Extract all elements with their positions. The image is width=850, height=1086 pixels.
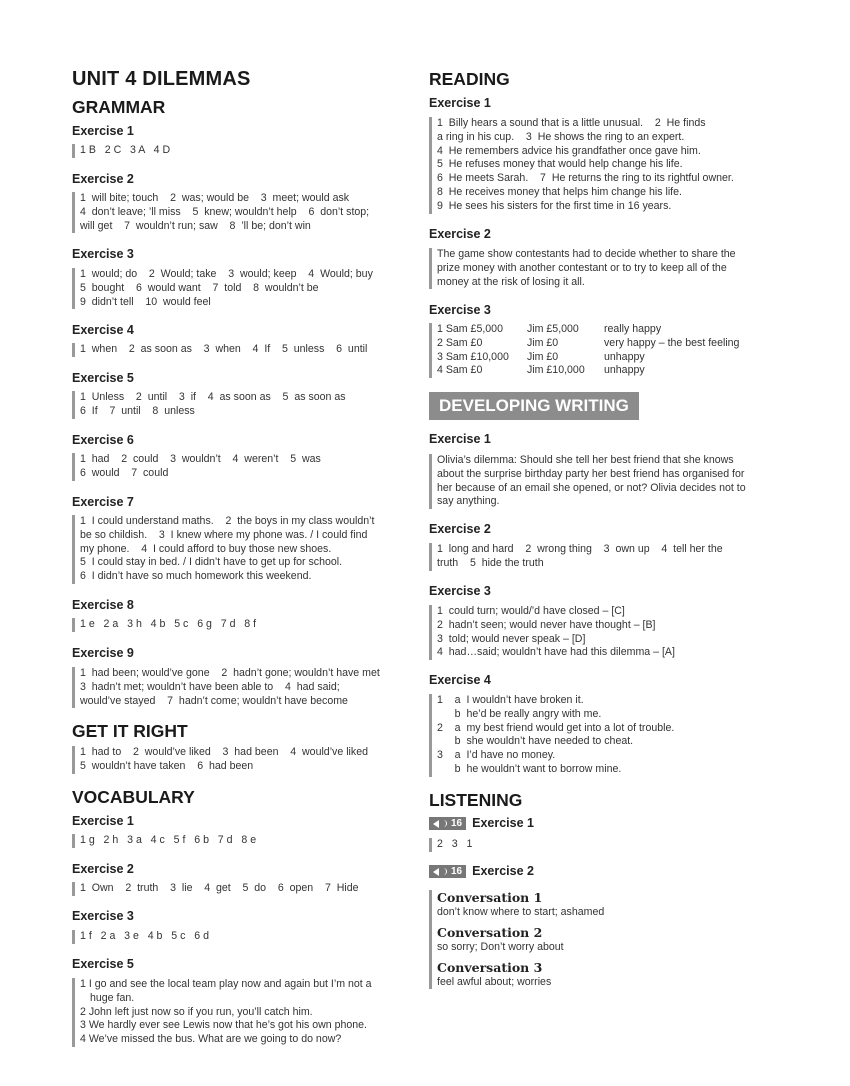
vocab-ex5-title: Exercise 5 xyxy=(72,957,134,971)
unit-title: UNIT 4 DILEMMAS xyxy=(72,68,251,90)
track-number: 16 xyxy=(451,818,463,830)
conversation-answer: so sorry; Don’t worry about xyxy=(437,940,564,953)
table-cell: 4 Sam £0 xyxy=(437,364,483,377)
grammar-ex1-answers xyxy=(72,144,170,158)
vocab-ex3-answers xyxy=(72,930,209,944)
vocab-ex1-answers xyxy=(72,834,256,848)
track-number: 16 xyxy=(451,866,463,878)
answer-line: 1 could turn; would/’d have closed – [C] xyxy=(437,605,625,617)
grammar-ex1-title: Exercise 1 xyxy=(72,124,134,138)
reading-ex1-title: Exercise 1 xyxy=(429,96,491,110)
conversation-answer: don’t know where to start; ashamed xyxy=(437,906,605,918)
listening-ex2-title: Exercise 2 xyxy=(472,864,534,878)
grammar-ex5-title: Exercise 5 xyxy=(72,371,134,385)
writing-ex3-answers xyxy=(429,605,675,660)
answer-line: 3 hadn’t met; wouldn’t have been able to 4 had said; xyxy=(80,680,340,693)
table-cell: really happy xyxy=(604,323,662,335)
reading-ex1-answers xyxy=(429,117,734,214)
answer-line: 5 I could stay in bed. / I didn’t have to get up for school. xyxy=(80,556,343,569)
answer-line: 1 when 2 as soon as 3 when 4 If 5 unless 6 until xyxy=(80,343,368,355)
grammar-ex3-title: Exercise 3 xyxy=(72,247,134,261)
conversation-title: Conversation 3 xyxy=(437,959,543,975)
answer-line: 4 don’t leave; ’ll miss 5 knew; wouldn’t help 6 don’t stop; xyxy=(80,205,370,218)
sound-waves-icon xyxy=(441,868,447,875)
speaker-icon xyxy=(433,868,439,876)
table-cell: 3 Sam £10,000 xyxy=(437,350,509,363)
conversation-answer: feel awful about; worries xyxy=(437,975,552,988)
answer-line: will get 7 wouldn’t run; saw 8 ’ll be; don’t win xyxy=(80,219,311,232)
answer-text: The game show contestants had to decide whether to share the prize money with another contestant or to try to keep all of the money at the risk of losing it all. xyxy=(437,248,736,288)
answer-line: a ring in his cup. 3 He shows the ring to an expert. xyxy=(437,130,685,143)
table-cell: 1 Sam £5,000 xyxy=(437,323,503,335)
reading-ex2-title: Exercise 2 xyxy=(429,227,491,241)
table-cell: unhappy xyxy=(604,364,645,377)
answer-line: my phone. 4 I could afford to buy those new shoes. xyxy=(80,542,332,555)
answer-line: 1 Billy hears a sound that is a little unusual. 2 He finds xyxy=(437,117,706,129)
vocab-ex5-answers xyxy=(72,978,392,1047)
vocabulary-heading: VOCABULARY xyxy=(72,787,195,807)
developing-writing-heading: DEVELOPING WRITING xyxy=(429,392,639,420)
listening-ex1-title-row xyxy=(429,816,534,830)
conversation-title: Conversation 2 xyxy=(437,924,543,940)
grammar-ex2-title: Exercise 2 xyxy=(72,172,134,186)
reading-ex3-answers xyxy=(429,323,739,378)
answer-line: 5 He refuses money that would help change his life. xyxy=(437,158,683,171)
vocab-ex3-title: Exercise 3 xyxy=(72,909,134,923)
reading-ex3-table xyxy=(437,323,739,378)
table-row xyxy=(437,351,739,365)
writing-ex1-answers xyxy=(429,454,753,509)
listening-ex2-title-row xyxy=(429,864,534,878)
grammar-ex8-title: Exercise 8 xyxy=(72,598,134,612)
answer-line: 1 Unless 2 until 3 if 4 as soon as 5 as soon as xyxy=(80,391,346,403)
grammar-ex4-title: Exercise 4 xyxy=(72,323,134,337)
answer-line: b he wouldn’t want to borrow mine. xyxy=(437,762,622,775)
answer-line: 6 If 7 until 8 unless xyxy=(80,404,195,417)
answer-line: 1 had to 2 would’ve liked 3 had been 4 would’ve liked xyxy=(80,746,368,758)
answer-line: 8 He receives money that helps him change his life. xyxy=(437,185,682,198)
table-cell: Jim £0 xyxy=(527,336,559,349)
grammar-ex6-answers xyxy=(72,453,321,481)
answer-line: 1 I go and see the local team play now and again but I’m not a huge fan. xyxy=(80,978,372,1004)
answer-line: truth 5 hide the truth xyxy=(437,556,544,569)
answer-line: b he’d be really angry with me. xyxy=(437,707,602,720)
answer-line: 1 f 2 a 3 e 4 b 5 c 6 d xyxy=(80,930,209,942)
answer-line: 1 would; do 2 Would; take 3 would; keep 4 Would; buy xyxy=(80,268,373,280)
writing-ex2-title: Exercise 2 xyxy=(429,522,491,536)
grammar-ex4-answers xyxy=(72,343,367,357)
answer-line: 6 He meets Sarah. 7 He returns the ring to its rightful owner. xyxy=(437,172,734,185)
answer-line: 2 hadn’t seen; would never have thought – [B] xyxy=(437,618,656,631)
answer-line: 2 John left just now so if you run, you’ll catch him. xyxy=(80,1005,313,1018)
answer-line: 1 I could understand maths. 2 the boys in my class wouldn’t xyxy=(80,515,375,527)
listening-ex1-answers xyxy=(429,838,472,852)
answer-line: 1 a I wouldn’t have broken it. xyxy=(437,694,584,706)
listening-heading: LISTENING xyxy=(429,790,523,810)
writing-ex1-title: Exercise 1 xyxy=(429,432,491,446)
answer-line: 5 bought 6 would want 7 told 8 wouldn’t be xyxy=(80,281,319,294)
grammar-ex3-answers xyxy=(72,268,373,309)
answer-line: 6 I didn’t have so much homework this weekend. xyxy=(80,570,312,583)
table-cell: unhappy xyxy=(604,350,645,363)
answer-line: 5 wouldn’t have taken 6 had been xyxy=(80,759,254,772)
grammar-ex2-answers xyxy=(72,192,369,233)
answer-line: 3 told; would never speak – [D] xyxy=(437,632,586,645)
grammar-ex8-answers xyxy=(72,618,256,632)
conversation-title: Conversation 1 xyxy=(437,890,543,905)
writing-ex2-answers xyxy=(429,543,723,571)
writing-ex4-title: Exercise 4 xyxy=(429,673,491,687)
vocab-ex2-title: Exercise 2 xyxy=(72,862,134,876)
answer-line: 1 g 2 h 3 a 4 c 5 f 6 b 7 d 8 e xyxy=(80,834,257,846)
answer-line: 3 We hardly ever see Lewis now that he’s got his own phone. xyxy=(80,1019,367,1032)
answer-line: 9 He sees his sisters for the first time in 16 years. xyxy=(437,199,672,212)
grammar-ex9-title: Exercise 9 xyxy=(72,646,134,660)
listening-ex2-answers xyxy=(429,890,604,989)
speaker-icon xyxy=(433,820,439,828)
reading-ex3-title: Exercise 3 xyxy=(429,303,491,317)
answer-line: 1 had 2 could 3 wouldn’t 4 weren’t 5 was xyxy=(80,453,321,465)
table-cell: Jim £10,000 xyxy=(527,364,585,377)
reading-ex2-answers xyxy=(429,248,753,289)
answer-line: 1 e 2 a 3 h 4 b 5 c 6 g 7 d 8 f xyxy=(80,618,257,630)
answer-line: 9 didn’t tell 10 would feel xyxy=(80,295,211,308)
answer-line: 4 had…said; wouldn’t have had this dilemma – [A] xyxy=(437,646,675,659)
answer-line: 1 long and hard 2 wrong thing 3 own up 4 tell her the xyxy=(437,543,723,555)
audio-track-badge[interactable] xyxy=(429,817,466,830)
sound-waves-icon xyxy=(441,820,447,827)
answer-line: b she wouldn’t have needed to cheat. xyxy=(437,735,634,748)
writing-ex3-title: Exercise 3 xyxy=(429,584,491,598)
answer-line: 6 would 7 could xyxy=(80,466,169,479)
table-cell: Jim £0 xyxy=(527,350,559,363)
grammar-ex5-answers xyxy=(72,391,346,419)
answer-line: 1 B 2 C 3 A 4 D xyxy=(80,144,171,156)
answer-line: 2 3 1 xyxy=(437,838,473,850)
answer-line: 1 had been; would’ve gone 2 hadn’t gone; wouldn’t have met xyxy=(80,667,380,679)
grammar-ex9-answers xyxy=(72,667,380,708)
answer-line: 3 a I’d have no money. xyxy=(437,749,556,762)
grammar-heading: GRAMMAR xyxy=(72,97,166,117)
table-cell: Jim £5,000 xyxy=(527,323,579,335)
audio-track-badge[interactable] xyxy=(429,865,466,878)
vocab-ex2-answers xyxy=(72,882,359,896)
answer-line: 2 a my best friend would get into a lot of trouble. xyxy=(437,721,675,734)
vocab-ex1-title: Exercise 1 xyxy=(72,814,134,828)
grammar-ex7-title: Exercise 7 xyxy=(72,495,134,509)
table-cell: very happy – the best feeling xyxy=(604,336,740,349)
answer-text: Olivia’s dilemma: Should she tell her best friend that she knows about the surprise birthday party her best friend has organised for her because of an email she opened, or not? Olivia decides not to say anything. xyxy=(437,454,746,508)
answer-line: be so childish. 3 I knew where my phone was. / I could find xyxy=(80,528,368,541)
answer-line: 1 Own 2 truth 3 lie 4 get 5 do 6 open 7 Hide xyxy=(80,882,359,894)
table-cell: 2 Sam £0 xyxy=(437,336,483,349)
writing-ex4-answers xyxy=(429,694,674,777)
answer-line: would’ve stayed 7 hadn’t come; wouldn’t have become xyxy=(80,694,348,707)
get-it-right-answers xyxy=(72,746,368,774)
answer-line: 4 He remembers advice his grandfather once gave him. xyxy=(437,144,701,157)
answer-line: 4 We’ve missed the bus. What are we going to do now? xyxy=(80,1033,342,1046)
answer-line: 1 will bite; touch 2 was; would be 3 meet; would ask xyxy=(80,192,350,204)
get-it-right-heading: GET IT RIGHT xyxy=(72,721,188,741)
listening-ex1-title: Exercise 1 xyxy=(472,816,534,830)
reading-heading: READING xyxy=(429,69,510,89)
table-row xyxy=(437,323,739,337)
table-row xyxy=(437,364,739,378)
grammar-ex7-answers xyxy=(72,515,374,584)
table-row xyxy=(437,337,739,351)
grammar-ex6-title: Exercise 6 xyxy=(72,433,134,447)
